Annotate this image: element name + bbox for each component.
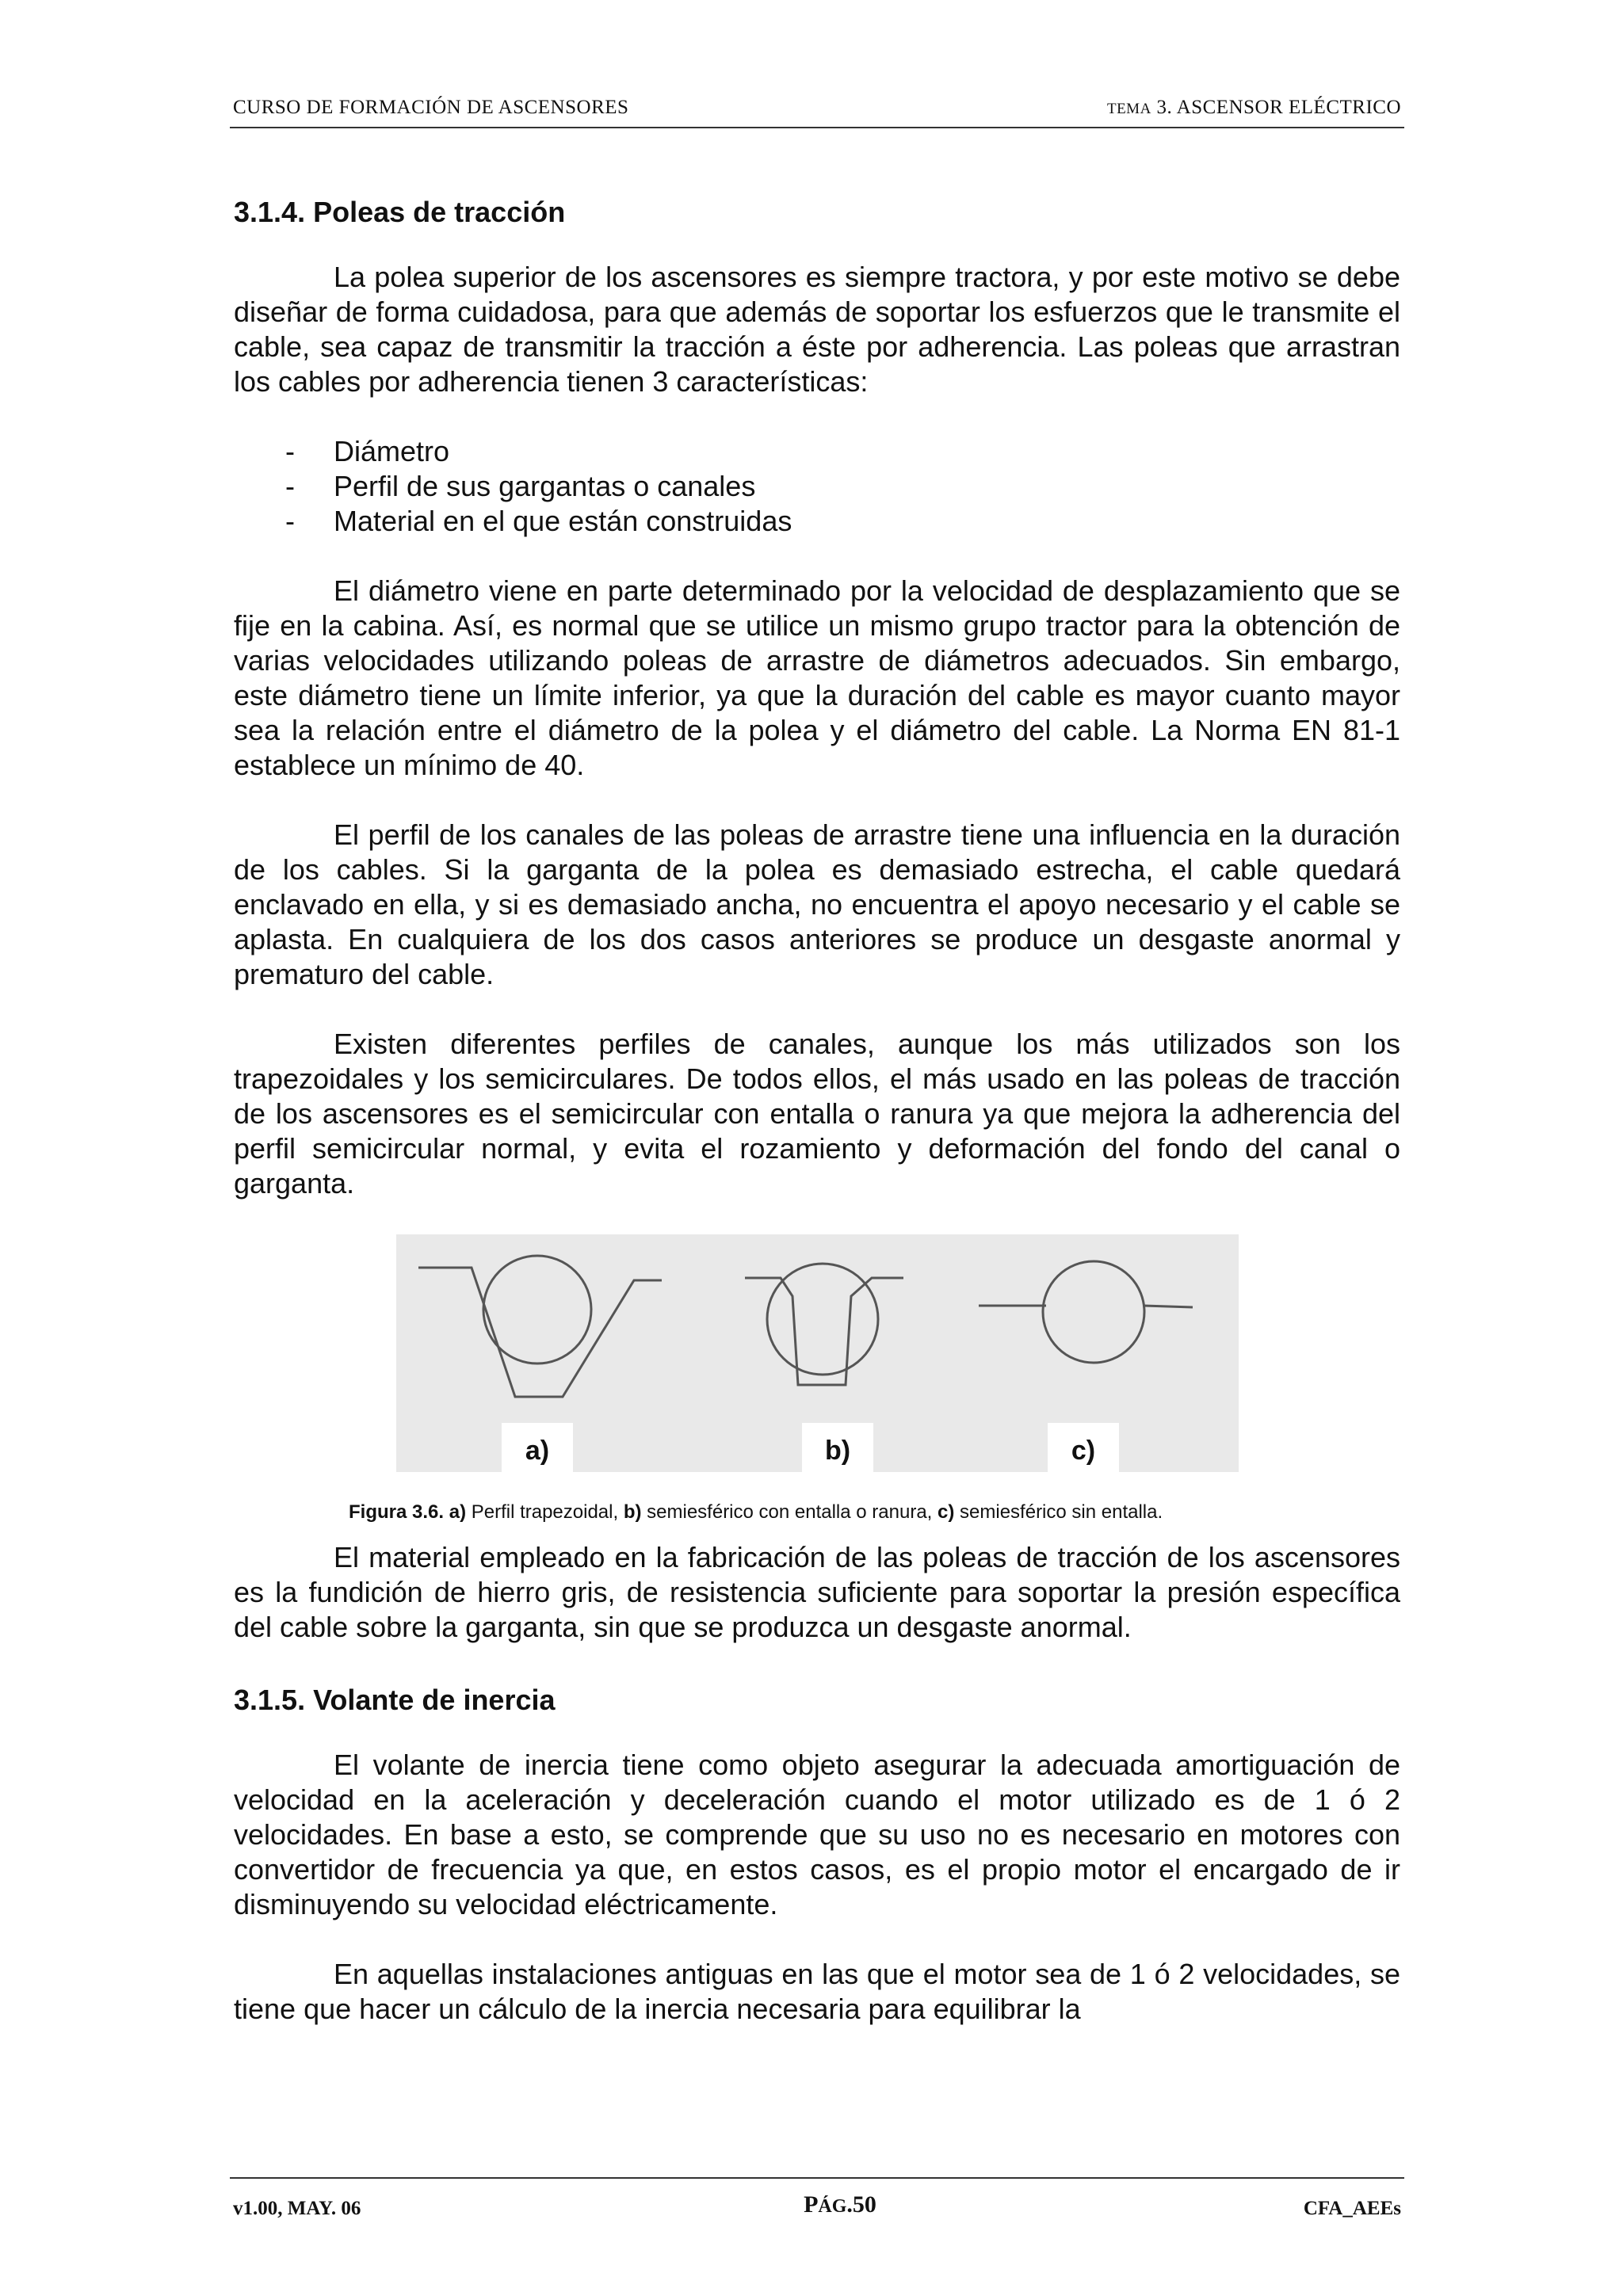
cable-a-circle [483, 1256, 591, 1363]
page-content [234, 189, 1400, 2027]
figure-caption: Figura 3.6. a) Perfil trapezoidal, b) semiesférico con entalla o ranura, c) semiesférico sin entalla. [349, 1501, 1163, 1523]
footer-page-number: PÁG.50 [804, 2191, 876, 2218]
paragraph: El perfil de los canales de las poleas de arrastre tiene una influencia en la duración de los cables. Si la garganta de la polea es demasiado estrecha, el cable quedará enclavado en ella, y si es demasiado ancha, no encuentra el apoyo necesario y el cable se aplasta. En cualquiera de los dos casos anteriores se produce un desgaste anormal y prematuro del cable. [234, 818, 1400, 990]
list-item: - Perfil de sus gargantas o canales [285, 470, 756, 502]
section-title-poleas: 3.1.4. Poleas de tracción [234, 196, 566, 228]
list-item: - Diámetro [285, 435, 450, 467]
list-item: - Material en el que están construidas [285, 505, 792, 537]
header-chapter-title: 3. ASCENSOR ELÉCTRICO [1156, 97, 1401, 118]
header-chapter [1107, 97, 1401, 119]
page-footer [230, 2177, 1404, 2219]
cable-b-circle [767, 1264, 878, 1375]
characteristics-list [234, 434, 1400, 539]
figure-label-b: b) [802, 1423, 873, 1472]
header-tema: TEMA [1106, 101, 1151, 117]
paragraph: El volante de inercia tiene como objeto asegurar la adecuada amortiguación de velocidad en la aceleración y deceleración cuando el motor utilizado es de 1 ó 2 velocidades. En base a esto, se comprende que su uso no es necesario en motores con convertidor de frecuencia ya que, en estos casos, es el propio motor el encargado de ir disminuyendo su velocidad eléctricamente. [234, 1749, 1400, 1920]
section-title-volante: 3.1.5. Volante de inercia [234, 1684, 556, 1716]
groove-profiles-figure [396, 1234, 1239, 1472]
footer-version: v1.00, MAY. 06 [233, 2198, 361, 2219]
paragraph: El material empleado en la fabricación de las poleas de tracción de los ascensores es la fundición de hierro gris, de resistencia suficiente para soportar la presión específica del cable sobre la garganta, sin que se produzca un desgaste anormal. [234, 1541, 1400, 1643]
plain-groove-outline [1144, 1306, 1193, 1307]
header-course-title: CURSO DE FORMACIÓN DE ASCENSORES [233, 97, 629, 118]
paragraph: Existen diferentes perfiles de canales, aunque los más utilizados son los trapezoidales y los semicirculares. De todos ellos, el más usado en las poleas de tracción de los ascensores es el semicircular con entalla o ranura ya que mejora la adherencia del perfil semicircular normal, y evita el rozamiento y deformación del fondo del canal o garganta. [234, 1028, 1400, 1199]
paragraph: En aquellas instalaciones antiguas en las que el motor sea de 1 ó 2 velocidades, se tiene que hacer un cálculo de la inercia necesaria para equilibrar la [234, 1958, 1400, 2025]
paragraph: La polea superior de los ascensores es siempre tractora, y por este motivo se debe diseñar de forma cuidadosa, para que además de soportar los esfuerzos que le transmite el cable, sea capaz de transmitir la tracción a éste por adherencia. Las poleas que arrastran los cables por adherencia tienen 3 características: [234, 261, 1400, 398]
figure-label-c: c) [1048, 1423, 1119, 1472]
figure-label-a: a) [502, 1423, 573, 1472]
page-header [230, 93, 1404, 128]
footer-doc-code: CFA_AEEs [1303, 2198, 1401, 2219]
paragraph: El diámetro viene en parte determinado por la velocidad de desplazamiento que se fije en la cabina. Así, es normal que se utilice un mismo grupo tractor para la obtención de varias velocidades utilizando poleas de arrastre de diámetros adecuados. Sin embargo, este diámetro tiene un límite inferior, ya que la duración del cable es mayor cuanto mayor sea la relación entre el diámetro de la polea y el diámetro del cable. La Norma EN 81-1 establece un mínimo de 40. [234, 574, 1400, 781]
cable-c-circle [1043, 1261, 1144, 1363]
trapezoidal-groove-outline [418, 1268, 662, 1397]
